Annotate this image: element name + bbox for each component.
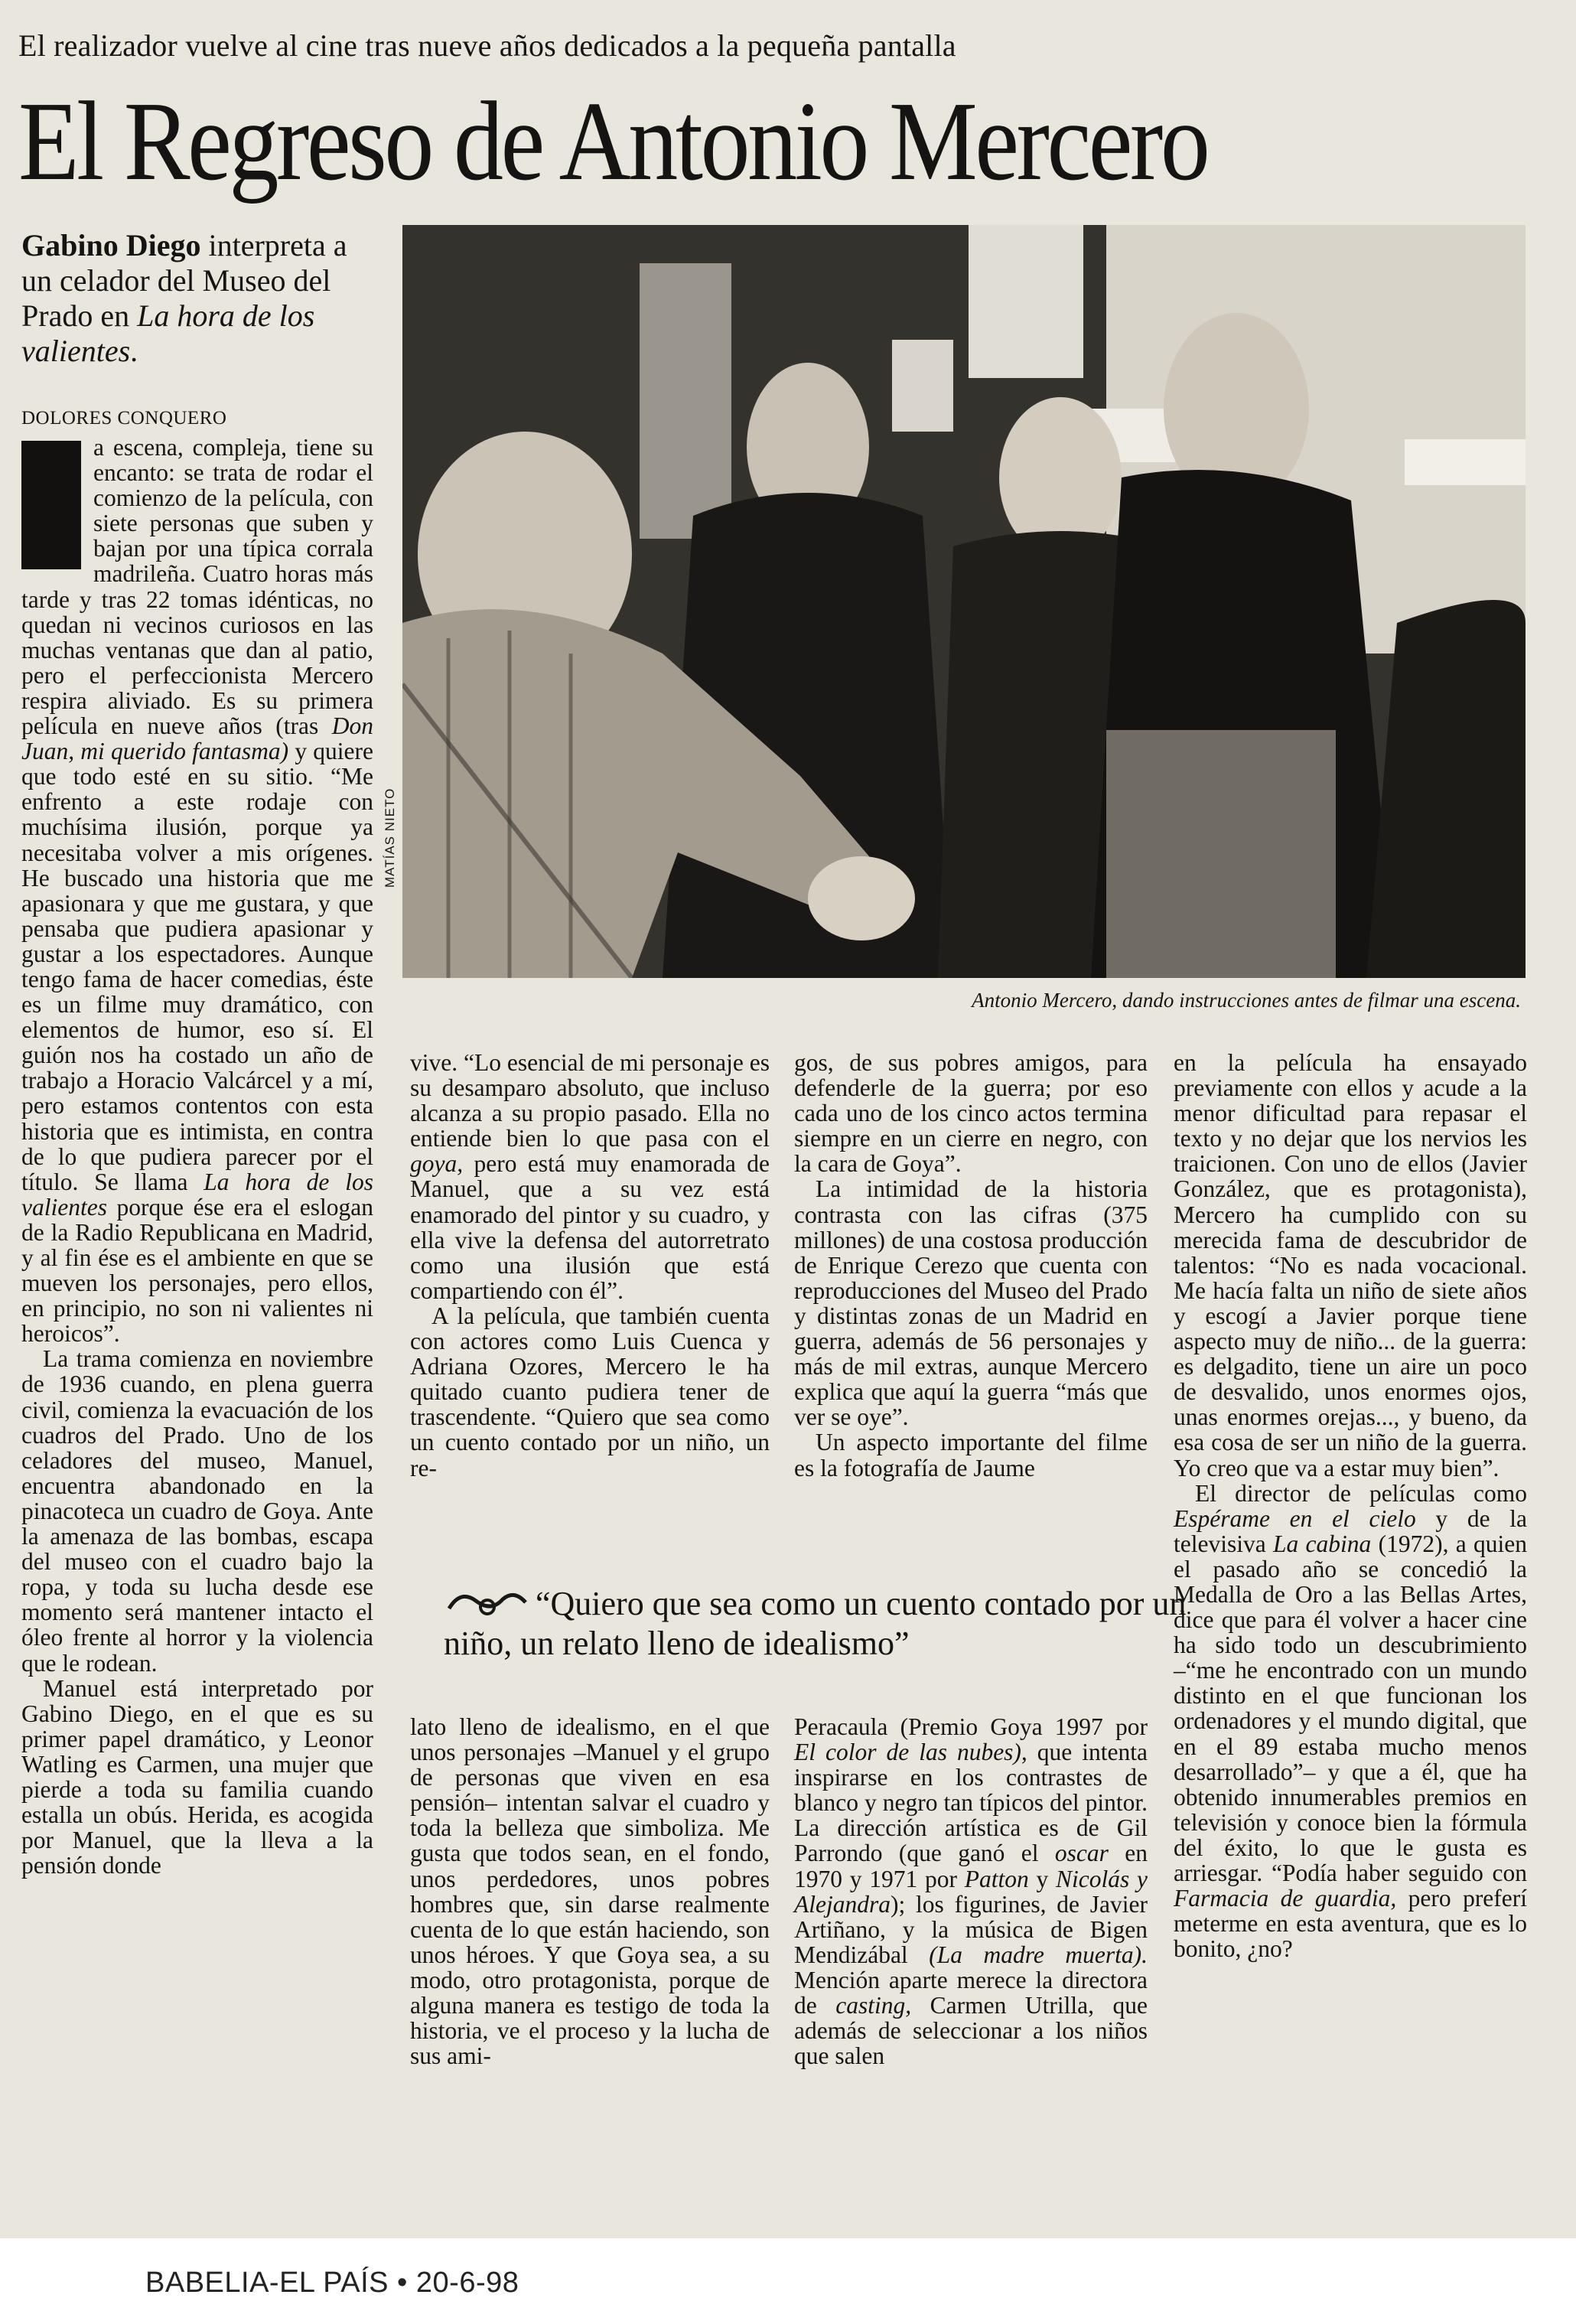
text: Carmen Utrilla, que además de seleccionar a los niños que salen <box>794 1992 1148 2070</box>
photograph <box>402 225 1526 978</box>
text: Peracaula (Premio Goya 1997 por <box>794 1713 1148 1740</box>
film-title: Farmacia de guardia, <box>1174 1885 1397 1912</box>
column-3-top <box>794 1050 1148 1481</box>
byline: DOLORES CONQUERO <box>21 408 227 429</box>
photo-caption: Antonio Mercero, dando instrucciones antes de filmar una escena. <box>972 989 1521 1012</box>
film-title: Don Juan, mi querido fantasma) <box>21 712 373 765</box>
drop-cap-l <box>21 441 81 569</box>
film-title: Espérame en el cielo <box>1174 1504 1416 1532</box>
film-title: La hora de los valientes <box>21 1168 373 1221</box>
column-1 <box>21 435 373 1878</box>
paragraph: lato lleno de idealismo, en el que unos personajes –Manuel y el grupo de personas que viven en esa pensión– intentan salvar el cuadro y toda la belleza que simboliza. Me gusta que todos sean, en el fondo, unos perdedores, unos pobres hombres que, sin darse realmente cuenta de lo que están haciendo, son unos héroes. Y que Goya sea, a su modo, otro protagonista, porque de alguna manera es testigo de toda la historia, ve el proceso y la lucha de sus ami- <box>410 1713 770 2070</box>
column-4 <box>1174 1050 1527 1961</box>
text: ); los figurines, de Javier Artiñano, y la música de Bigen Mendizábal <box>794 1890 1148 1968</box>
text: porque ése era el eslogan de la Radio Republicana en Madrid, y al fin ése es el ambiente en que se mueven los personajes, pero ellos, en principio, no son ni valientes ni heroicos”. <box>21 1193 373 1348</box>
paragraph <box>1174 1481 1527 1962</box>
film-title: Patton <box>964 1865 1029 1892</box>
italic-word: goya, <box>410 1150 464 1178</box>
paragraph <box>794 1714 1148 2068</box>
text: que intenta inspirarse en los contrastes de blanco y negro tan típicos del pintor. La dirección artística es de Gil Parrondo (que ganó el <box>794 1739 1148 1867</box>
subhead <box>21 228 381 369</box>
film-title: Nicolás y Alejandra <box>794 1865 1148 1918</box>
text: en 1970 y 1971 por <box>794 1840 1148 1892</box>
photo-credit: MATÍAS NIETO <box>383 787 397 888</box>
column-3-bottom <box>794 1714 1148 2068</box>
text: y de la televisiva <box>1174 1504 1527 1557</box>
italic-word: casting, <box>835 1992 912 2019</box>
text: a escena, compleja, tiene su encanto: se trata de rodar el comienzo de la película, con siete personas que suben y bajan por una típica corrala madrileña. Cuatro horas más tarde y tras 22 tomas idénticas, no quedan ni vecinos curiosos en las muchas ventanas que dan al patio, pero el perfeccionista Mercero respira aliviado. Es su primera película en nueve años (tras <box>21 434 373 740</box>
column-2-bottom <box>410 1714 770 2068</box>
text: Mención aparte merece la directora de <box>794 1966 1148 2019</box>
paragraph: La intimidad de la historia contrasta con las cifras (375 millones) de una costosa producción de Enrique Cerezo que cuenta con reproducciones del Museo del Prado y distintas zonas de un Madrid en guerra, además de 56 personajes y más de mil extras, aunque Mercero explica que aquí la guerra “más que ver se oye”. <box>794 1175 1148 1431</box>
paragraph: A la película, que también cuenta con actores como Luis Cuenca y Adriana Ozores, Mercero le ha quitado cuanto pudiera tener de trascendente. “Quiero que sea como un cuento contado por un niño, un re- <box>410 1302 770 1481</box>
pull-quote: “Quiero que sea como un cuento contado por un niño, un relato lleno de idealismo” <box>444 1585 1187 1662</box>
text: pero preferí meterme en esta aventura, que es lo bonito, ¿no? <box>1174 1885 1527 1963</box>
subhead-name: Gabino Diego <box>21 228 201 262</box>
film-title: La cabina <box>1273 1530 1372 1557</box>
subhead-text: interpreta a un celador del Museo del Prado en <box>21 228 347 333</box>
text: vive. “Lo esencial de mi personaje es su desamparo absoluto, que incluso alcanza a su propio pasado. Ella no entiende bien lo que pasa con el <box>410 1049 770 1152</box>
photo-scene <box>402 225 1526 978</box>
paragraph: La trama comienza en noviembre de 1936 cuando, en plena guerra civil, comienza la evacuación de los cuadros del Prado. Uno de los celadores del museo, Manuel, encuentra abandonado en la pinacoteca un cuadro de Goya. Ante la amenaza de las bombas, escapa del museo con el cuadro bajo la ropa, y toda su lucha desde ese momento será mantener intacto el óleo frente al horror y la violencia que le rodean. <box>21 1345 373 1677</box>
subhead-film-title: La hora de los valientes <box>21 298 315 368</box>
paragraph: Un aspecto importante del filme es la fotografía de Jaume <box>794 1429 1148 1481</box>
paragraph <box>21 435 373 1346</box>
text: El director de películas como <box>1195 1479 1527 1507</box>
paragraph: Manuel está interpretado por Gabino Diego, en el que es su primer papel dramático, y Leonor Watling es Carmen, una mujer que pierde a toda su familia cuando estalla un obús. Herida, es acogida por Manuel, que la lleva a la pensión donde <box>21 1674 373 1879</box>
italic-word: oscar <box>1054 1840 1109 1867</box>
film-title: (La madre muerta). <box>929 1941 1148 1968</box>
text: y quiere que todo esté en su sitio. “Me enfrento a este rodaje con muchísima ilusión, porque ya necesitaba volver a mis orígenes. He buscado una historia que me apasionara y que me gustara, y que pensaba que pudiera apasionar y gustar a los espectadores. Aunque tengo fama de hacer comedias, éste es un filme muy dramático, con elementos de humor, eso sí. El guión nos ha costado un año de trabajo a Horacio Valcárcel y a mí, pero estamos contentos con esta historia que es intimista, en contra de lo que pudiera parecer por el título. Se llama <box>21 738 373 1195</box>
paragraph: en la película ha ensayado previamente con ellos y acude a la menor dificultad para repasar el texto y no dejar que los nervios les traicionen. Con uno de ellos (Javier González, que es protagonista), Mercero ha cumplido con su merecida fama de descubridor de talentos: “No es nada vocacional. Me hacía falta un niño de siete años y escogí a Javier porque tiene aspecto muy de niño... de la guerra: es delgadito, tiene un aire un poco de desvalido, unos enormes ojos, unas enormes orejas..., y bueno, da esa cosa de ser un niño de la guerra. Yo creo que va a estar muy bien”. <box>1174 1049 1527 1481</box>
text: (1972), a quien el pasado año se concedió la Medalla de Oro a las Bellas Artes, dice que para él volver a hacer cine ha sido todo un descubrimiento –“me he encontrado con un mundo distinto en el que funcionan los ordenadores y el mundo digital, que en el 89 estaba mucho menos desarrollado”– y que a él, que ha obtenido innumerables premios en televisión y conoce bien la fórmula del éxito, lo que le gusta es arriesgar. “Podía haber seguido con <box>1174 1530 1527 1886</box>
paragraph <box>410 1050 770 1303</box>
subhead-end: . <box>130 334 138 368</box>
headline: El Regreso de Antonio Mercero <box>18 79 1208 204</box>
paragraph: gos, de sus pobres amigos, para defenderle de la guerra; por eso cada uno de los cinco actos termina siempre en un cierre en negro, con la cara de Goya”. <box>794 1049 1148 1178</box>
text: pero está muy enamorada de Manuel, que a su vez está enamorado del pintor y su cuadro, y ella vive la defensa del autorretrato como una ilusión que está compartiendo con él”. <box>410 1150 770 1304</box>
text: y <box>1028 1865 1056 1892</box>
film-title: El color de las nubes), <box>794 1739 1027 1766</box>
kicker: El realizador vuelve al cine tras nueve años dedicados a la pequeña pantalla <box>18 28 956 63</box>
footer-source: BABELIA-EL PAÍS • 20-6-98 <box>145 2267 519 2299</box>
column-2-top <box>410 1050 770 1481</box>
